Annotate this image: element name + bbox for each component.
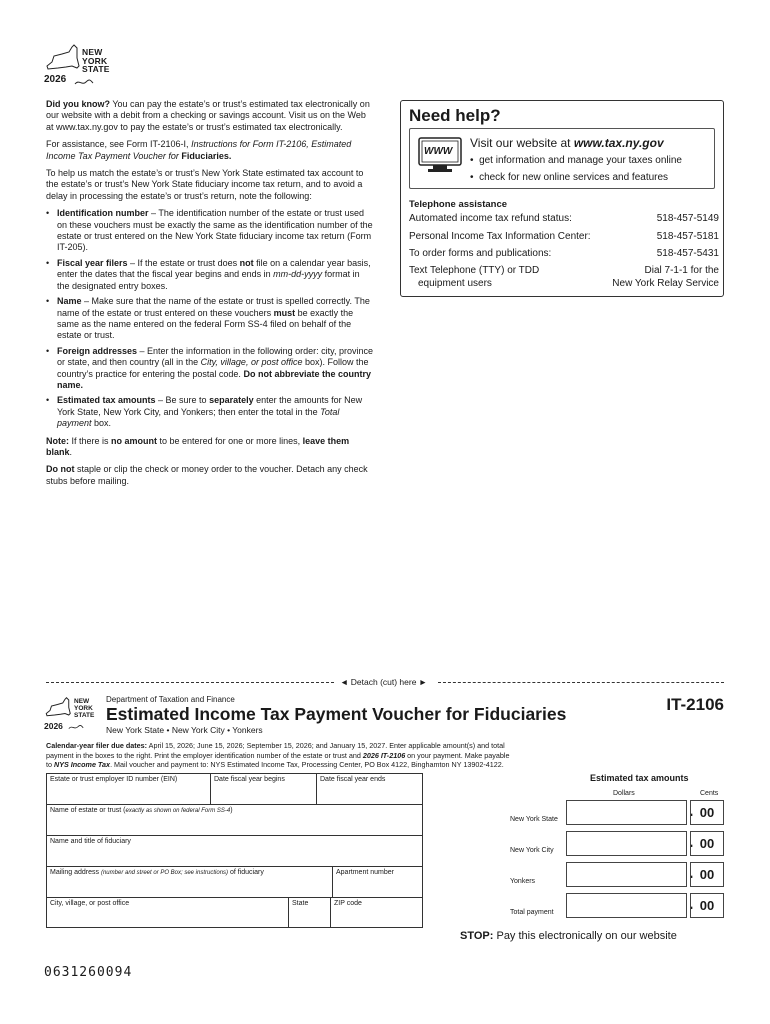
state-field[interactable]: State xyxy=(289,898,331,927)
nyc-dollars-input[interactable] xyxy=(566,831,687,856)
dollars-column-label: Dollars xyxy=(613,790,635,797)
ein-field[interactable]: Estate or trust employer ID number (EIN) xyxy=(47,774,211,805)
list-item: • Fiscal year filers – If the estate or trust does not file on a calendar year basis, enter the dates that the fiscal year begins and ends in mm-dd-yyyy format in the designated entry boxes. xyxy=(46,258,374,292)
estate-name-field[interactable]: Name of estate or trust (exactly as shown on federal Form SS-4) xyxy=(47,805,422,836)
note: Note: If there is no amount to be entered for one or more lines, leave them blank. xyxy=(46,435,350,457)
tty-row: Text Telephone (TTY) or TDD equipment users Dial 7-1-1 for the New York Relay Service xyxy=(409,265,719,289)
list-item: • get information and manage your taxes online xyxy=(470,155,682,166)
signature-swoosh-icon xyxy=(68,723,84,731)
due-dates-text: Calendar-year filer due dates: April 15, 2026; June 15, 2026; September 15, 2026; and January 15, 2027. Enter applicable amount(s) and total payment in the boxes to the right. Print the employer identification number of the estate or trust and 2026 IT-2106 on your payment. Make payable to NYS Income Tax. Mail voucher and payment to: NYS Estimated Income Tax, Processing Center, PO Box 4122, Binghamton NY 13902-4122. xyxy=(46,741,510,769)
total-cents-input[interactable]: 00 xyxy=(690,893,724,918)
apartment-number-field[interactable]: Apartment number xyxy=(333,867,422,898)
decimal-point: . xyxy=(689,834,694,851)
voucher-nys-logo xyxy=(44,697,104,733)
logo-text: NEW YORK STATE xyxy=(74,698,95,719)
mailing-address-field[interactable]: Mailing address (number and street or PO Box; see instructions) of fiduciary xyxy=(47,867,333,898)
detach-label: ◄ Detach (cut) here ► xyxy=(340,677,428,687)
stop-pay-electronically: STOP: Pay this electronically on our website xyxy=(460,930,677,942)
department-name: Department of Taxation and Finance xyxy=(106,695,235,704)
total-payment-label: Total payment xyxy=(510,909,554,916)
website-panel xyxy=(409,128,715,189)
signature-swoosh-icon xyxy=(74,77,94,87)
instruction-list xyxy=(46,208,374,429)
zip-code-field[interactable]: ZIP code xyxy=(334,900,362,907)
yonkers-cents-input[interactable]: 00 xyxy=(690,862,724,887)
nys-cents-input[interactable]: 00 xyxy=(690,800,724,825)
decimal-point: . xyxy=(689,865,694,882)
telephone-assistance-heading: Telephone assistance xyxy=(409,199,508,210)
assistance-note: For assistance, see Form IT-2106-I, Instructions for Form IT-2106, Estimated Income Tax Payment Voucher for Fiduciaries. xyxy=(46,139,352,161)
estimated-tax-amounts-heading: Estimated tax amounts xyxy=(590,773,689,783)
nys-amount-label: New York State xyxy=(510,816,558,823)
form-number: IT-2106 xyxy=(666,695,724,714)
cut-line-left xyxy=(46,682,334,683)
decimal-point: . xyxy=(689,803,694,820)
logo-year: 2026 xyxy=(44,74,67,85)
list-item: • Foreign addresses – Enter the information in the following order: city, province or state, and then country (all in the City, village, or post office box). Follow the country’s practice for entering the postal code. Do not abbreviate the country name. xyxy=(46,346,374,392)
new-york-state-map-icon xyxy=(44,44,84,76)
nys-logo xyxy=(44,44,124,90)
logo-text: NEW YORK STATE xyxy=(82,47,110,74)
voucher-subtitle: New York State • New York City • Yonkers xyxy=(106,725,263,735)
yonkers-amount-label: Yonkers xyxy=(510,878,536,885)
need-help-title: Need help? xyxy=(409,106,501,125)
visit-website-text: Visit our website at www.tax.ny.gov xyxy=(470,136,664,150)
cut-line-right xyxy=(438,682,724,683)
fiduciary-name-field[interactable]: Name and title of fiduciary xyxy=(47,836,422,867)
phone-row: To order forms and publications: 518-457-5431 xyxy=(409,248,719,259)
total-dollars-input[interactable] xyxy=(566,893,687,918)
cents-column-label: Cents xyxy=(700,790,719,797)
voucher-form-grid xyxy=(46,773,423,928)
phone-row: Automated income tax refund status: 518-457-5149 xyxy=(409,213,719,224)
instructions-column xyxy=(46,99,374,493)
nyc-cents-input[interactable]: 00 xyxy=(690,831,724,856)
decimal-point: . xyxy=(689,896,694,913)
did-you-know: Did you know? You can pay the estate’s or trust’s estimated tax electronically on our website with a debit from a checking or savings account. Visit us on the Web at www.tax.ny.gov to pay the estate’s or trust’s estimated tax electronically. xyxy=(46,99,370,132)
logo-year: 2026 xyxy=(44,721,63,731)
nyc-amount-label: New York City xyxy=(510,847,554,854)
do-not-staple-note: Do not staple or clip the check or money order to the voucher. Detach any check stubs before mailing. xyxy=(46,464,368,486)
need-help-box xyxy=(400,100,724,297)
list-item: • Name – Make sure that the name of the estate or trust is spelled correctly. The name of the estate or trust entered on these vouchers must be exactly the same as the name entered on the federal Form SS-4 filed on behalf of the estate or trust. xyxy=(46,296,374,342)
new-york-state-map-icon xyxy=(44,697,74,721)
city-field[interactable]: City, village, or post office xyxy=(47,898,289,927)
voucher-title: Estimated Income Tax Payment Voucher for Fiduciaries xyxy=(106,704,567,724)
list-item: • check for new online services and features xyxy=(470,172,669,183)
fiscal-year-ends-field[interactable]: Date fiscal year ends xyxy=(317,774,422,805)
matching-intro: To help us match the estate’s or trust’s New York State estimated tax account to the estate’s or trust’s New York State fiduciary income tax return, and to avoid a delay in processing the estate’s or trust’s return, note the following: xyxy=(46,168,364,201)
nys-dollars-input[interactable] xyxy=(566,800,687,825)
website-link[interactable]: www.tax.ny.gov xyxy=(573,136,664,150)
list-item: • Estimated tax amounts – Be sure to separately enter the amounts for New York State, New York City, and Yonkers; then enter the total in the Total payment box. xyxy=(46,395,374,429)
yonkers-dollars-input[interactable] xyxy=(566,862,687,887)
www-label: WWW xyxy=(424,146,453,157)
computer-monitor-icon xyxy=(418,137,462,173)
phone-row: Personal Income Tax Information Center: 518-457-5181 xyxy=(409,231,719,242)
fiscal-year-begins-field[interactable]: Date fiscal year begins xyxy=(211,774,317,805)
list-item: • Identification number – The identification number of the estate or trust used on these vouchers must be exactly the same as the identification number of the estate or trust entered on the New York State fiduciary income tax return (Form IT-205). xyxy=(46,208,374,254)
scan-line-code: 0631260094 xyxy=(44,965,133,980)
